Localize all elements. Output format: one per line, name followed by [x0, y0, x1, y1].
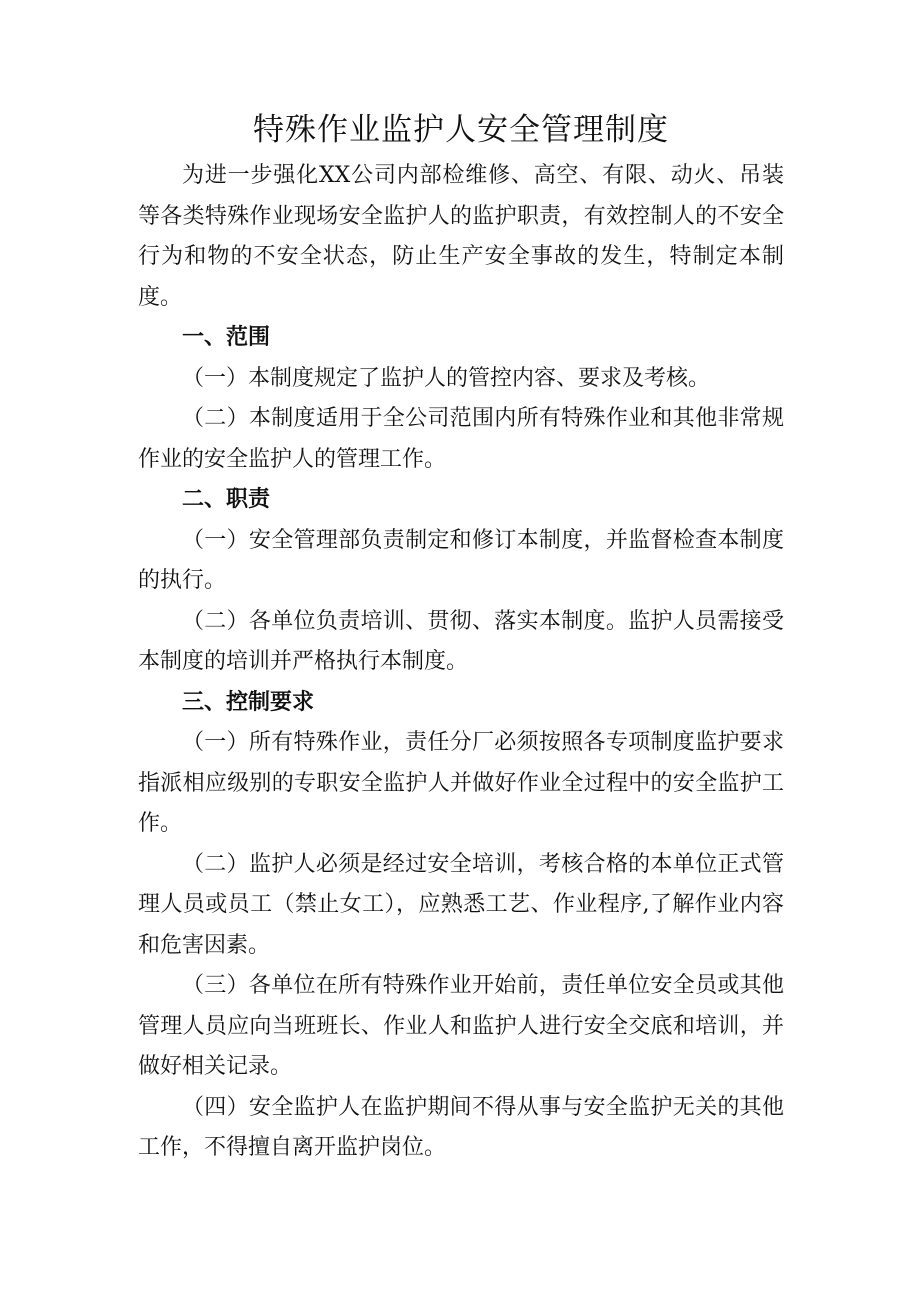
control-requirements-item-2: （二）监护人必须是经过安全培训，考核合格的本单位正式管理人员或员工（禁止女工），应熟悉工艺、作业程序,了解作业内容和危害因素。 — [138, 851, 784, 958]
control-requirements-item-3: （三）各单位在所有特殊作业开始前，责任单位安全员或其他管理人员应向当班班长、作业人和监护人进行安全交底和培训，并做好相关记录。 — [138, 973, 784, 1079]
responsibilities-item-2: （二）各单位负责培训、贯彻、落实本制度。监护人员需接受本制度的培训并严格执行本制度。 — [138, 608, 784, 674]
section-heading-responsibilities: 二、职责 — [182, 487, 271, 512]
scope-item-1: （一）本制度规定了监护人的管控内容、要求及考核。 — [182, 365, 711, 391]
section-heading-control-requirements: 三、控制要求 — [182, 689, 315, 715]
responsibilities-item-1: （一）安全管理部负责制定和修订本制度，并监督检查本制度的执行。 — [138, 527, 784, 593]
control-requirements-item-4: （四）安全监护人在监护期间不得从事与安全监护无关的其他工作，不得擅自离开监护岗位。 — [138, 1094, 784, 1160]
document-page — [138, 108, 784, 1169]
intro-paragraph: 为进一步强化XX公司内部检维修、高空、有限、动火、吊装等各类特殊作业现场安全监护人的监护职责，有效控制人的不安全行为和物的不安全状态，防止生产安全事故的发生，特制定本制度。 — [138, 163, 784, 310]
section-heading-scope: 一、范围 — [182, 325, 271, 350]
document-title: 特殊作业监护人安全管理制度 — [253, 112, 669, 148]
control-requirements-item-1: （一）所有特殊作业，责任分厂必须按照各专项制度监护要求指派相应级别的专职安全监护人并做好作业全过程中的安全监护工作。 — [138, 730, 784, 836]
scope-item-2: （二）本制度适用于全公司范围内所有特殊作业和其他非常规作业的安全监护人的管理工作。 — [138, 406, 784, 472]
